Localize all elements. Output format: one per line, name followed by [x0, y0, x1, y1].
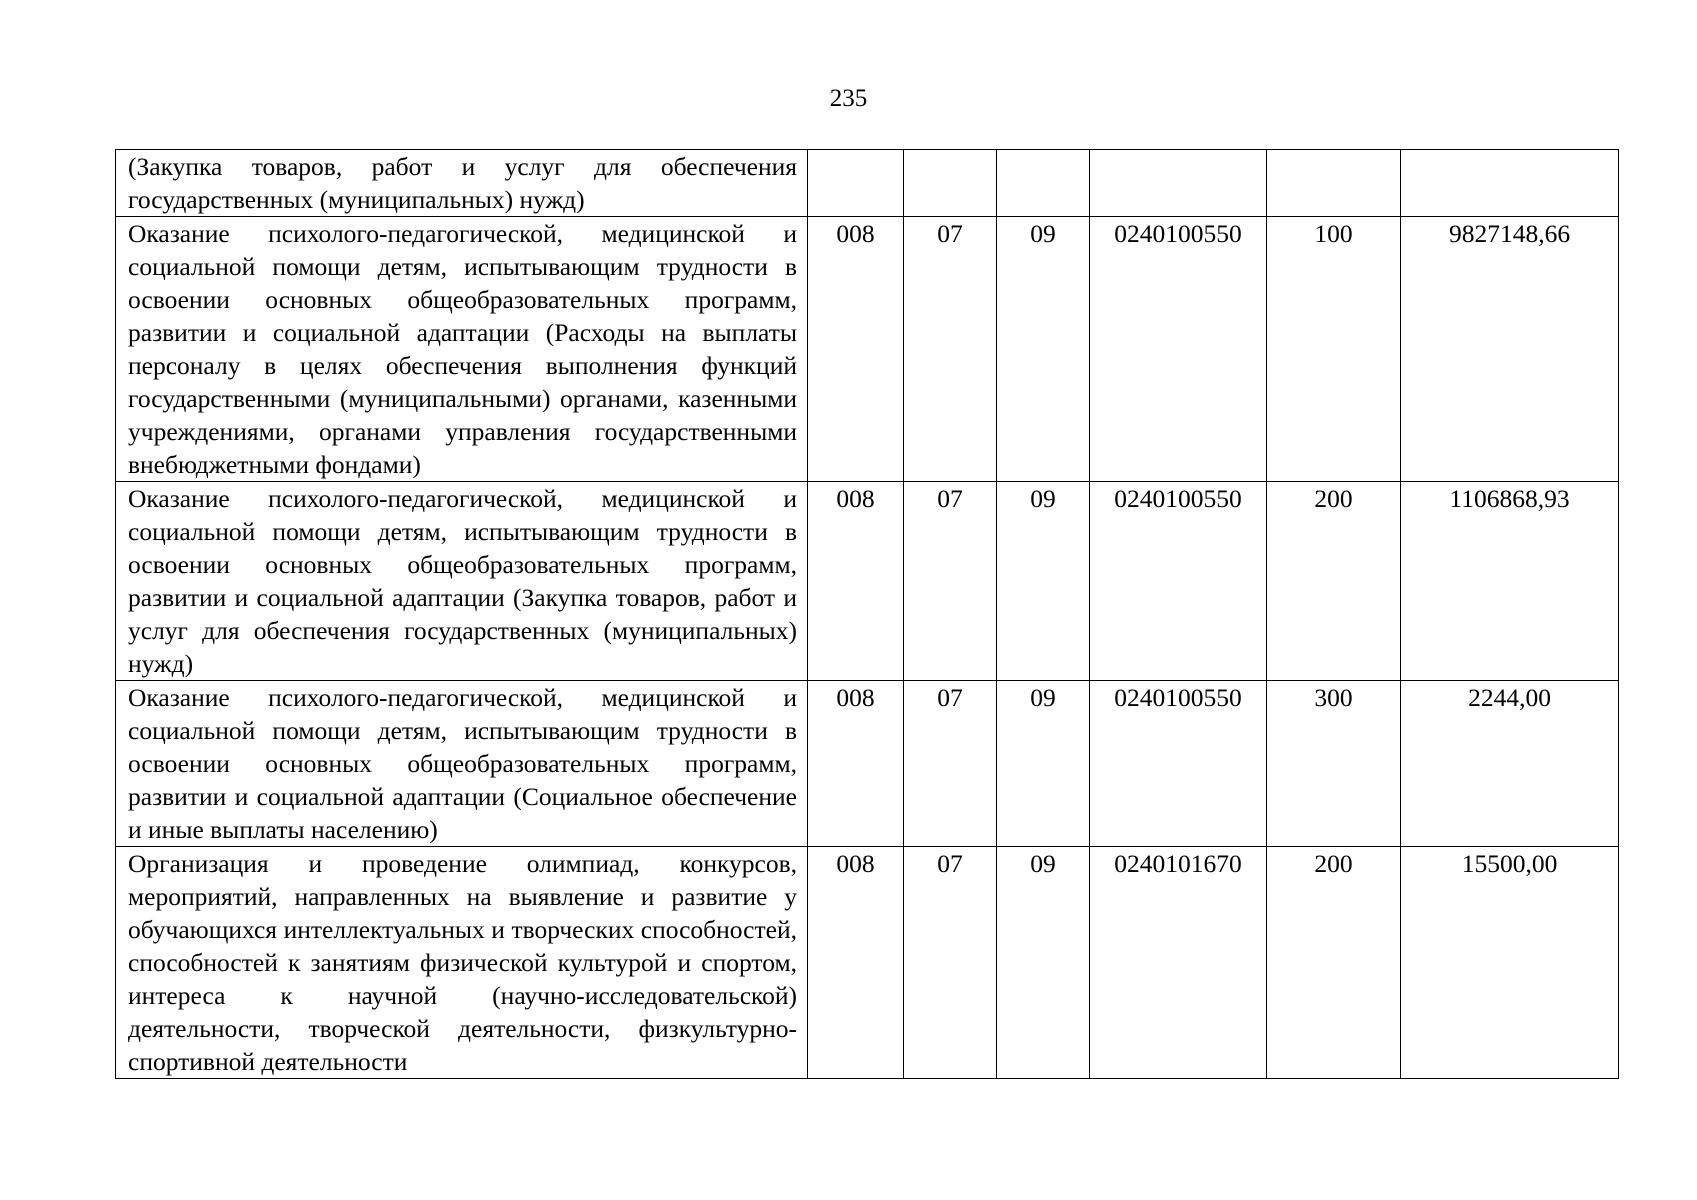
ministry-code: 008: [808, 847, 904, 1079]
expense-description: (Закупка товаров, работ и услуг для обеспечения государственных (муниципальных) нужд): [116, 150, 808, 217]
target-article-code: 0240100550: [1090, 217, 1267, 482]
subsection-code: 09: [997, 847, 1090, 1079]
subsection-code: [997, 150, 1090, 217]
expense-description: Организация и проведение олимпиад, конкурсов, мероприятий, направленных на выявление и развитие у обучающихся интеллектуальных и творческих способностей, способностей к занятиям физической культурой и спортом, интереса к научной (научно-исследовательской) деятельности, творческой деятельности, физкультурно-спортивной деятельности: [116, 847, 808, 1079]
budget-table: [115, 149, 1619, 1079]
target-article-code: 0240100550: [1090, 681, 1267, 847]
table-row: [116, 217, 1619, 482]
ministry-code: 008: [808, 681, 904, 847]
table-row: [116, 482, 1619, 681]
amount: 9827148,66: [1401, 217, 1619, 482]
amount: 2244,00: [1401, 681, 1619, 847]
amount: 15500,00: [1401, 847, 1619, 1079]
amount: 1106868,93: [1401, 482, 1619, 681]
expense-type-code: 100: [1267, 217, 1401, 482]
expense-type-code: 300: [1267, 681, 1401, 847]
subsection-code: 09: [997, 482, 1090, 681]
expense-description: Оказание психолого-педагогической, медицинской и социальной помощи детям, испытывающим трудности в освоении основных общеобразовательных программ, развитии и социальной адаптации (Закупка товаров, работ и услуг для обеспечения государственных (муниципальных) нужд): [116, 482, 808, 681]
target-article-code: 0240101670: [1090, 847, 1267, 1079]
table-row: [116, 847, 1619, 1079]
ministry-code: [808, 150, 904, 217]
target-article-code: 0240100550: [1090, 482, 1267, 681]
expense-type-code: [1267, 150, 1401, 217]
section-code: 07: [904, 681, 997, 847]
page-number: 235: [829, 85, 868, 112]
table-row: [116, 150, 1619, 217]
ministry-code: 008: [808, 217, 904, 482]
section-code: 07: [904, 482, 997, 681]
subsection-code: 09: [997, 681, 1090, 847]
expense-type-code: 200: [1267, 482, 1401, 681]
expense-description: Оказание психолого-педагогической, медицинской и социальной помощи детям, испытывающим трудности в освоении основных общеобразовательных программ, развитии и социальной адаптации (Социальное обеспечение и иные выплаты населению): [116, 681, 808, 847]
amount: [1401, 150, 1619, 217]
section-code: 07: [904, 847, 997, 1079]
subsection-code: 09: [997, 217, 1090, 482]
section-code: [904, 150, 997, 217]
section-code: 07: [904, 217, 997, 482]
ministry-code: 008: [808, 482, 904, 681]
table-row: [116, 681, 1619, 847]
target-article-code: [1090, 150, 1267, 217]
expense-type-code: 200: [1267, 847, 1401, 1079]
expense-description: Оказание психолого-педагогической, медицинской и социальной помощи детям, испытывающим трудности в освоении основных общеобразовательных программ, развитии и социальной адаптации (Расходы на выплаты персоналу в целях обеспечения выполнения функций государственными (муниципальными) органами, казенными учреждениями, органами управления государственными внебюджетными фондами): [116, 217, 808, 482]
